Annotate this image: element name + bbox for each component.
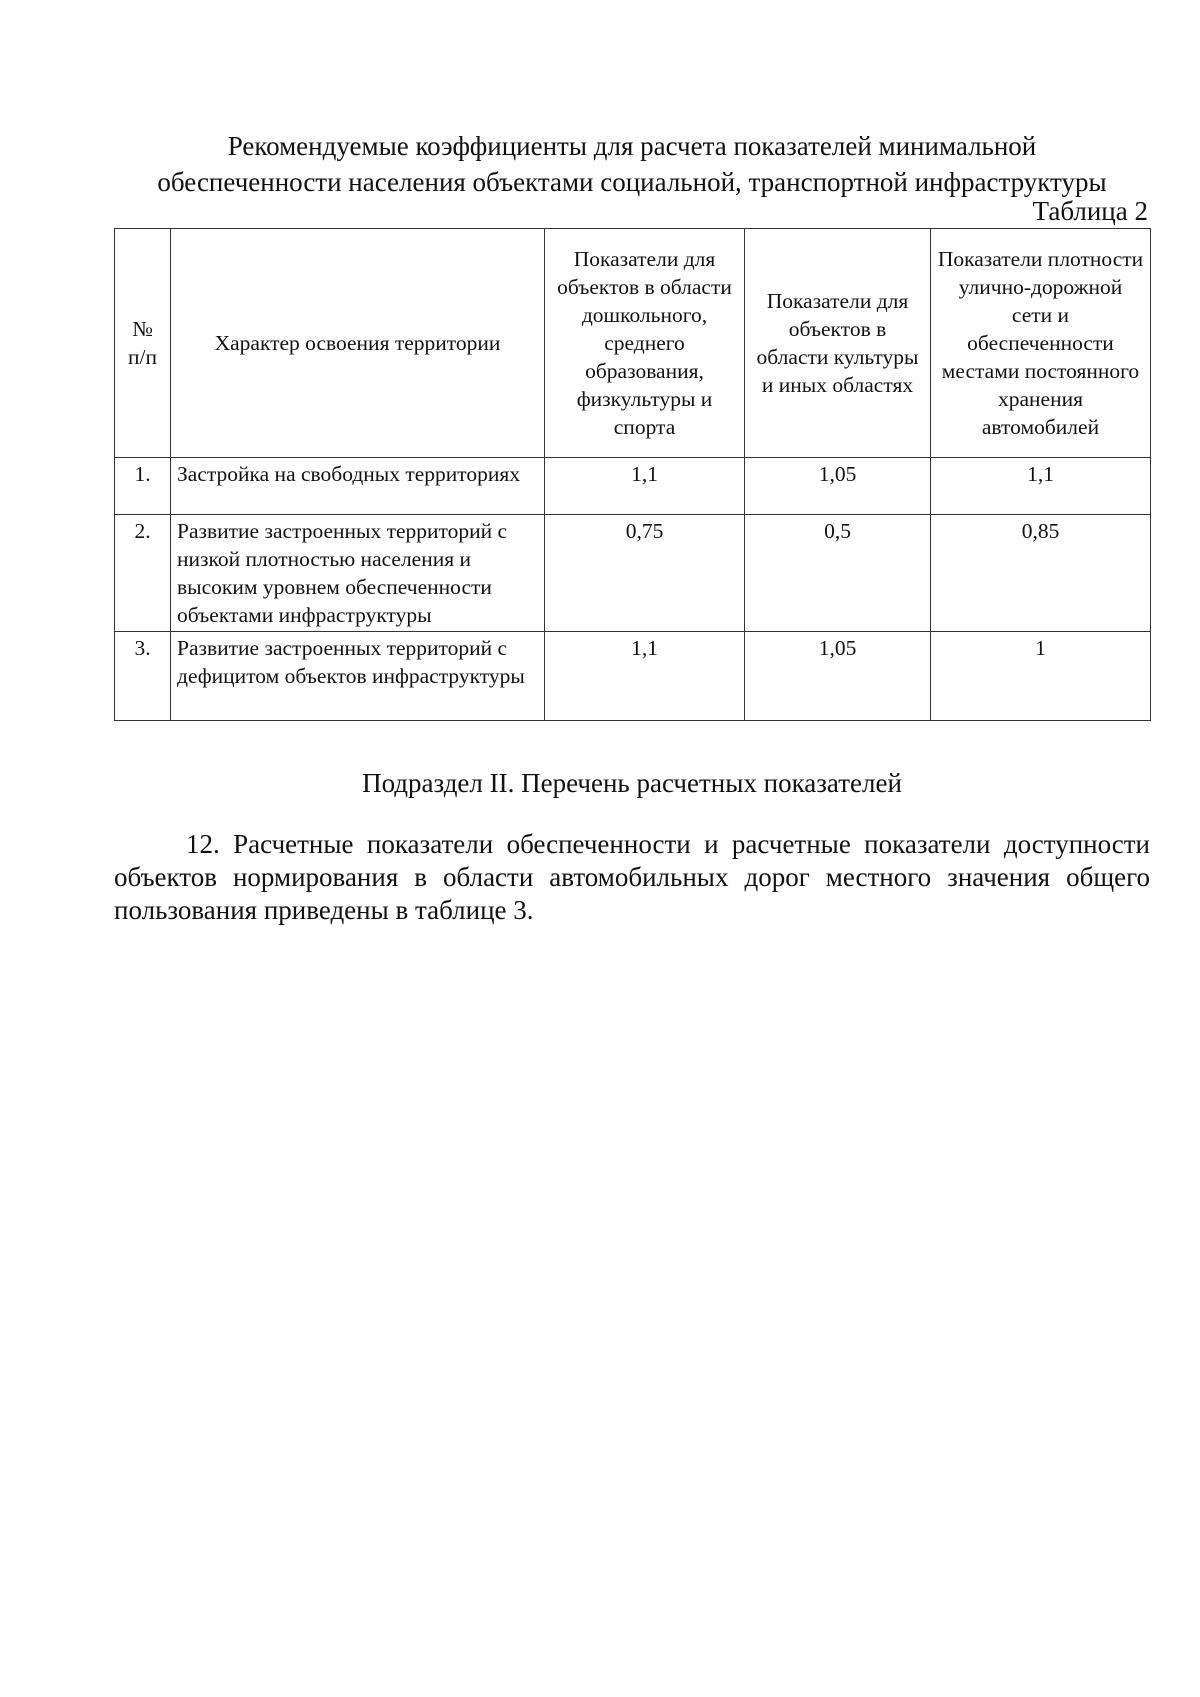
table-row (115, 458, 1151, 515)
header-education-sport: Показатели для объектов в области дошкольного, среднего образования, физкультуры и спорта (545, 229, 745, 458)
table-header-row (115, 229, 1151, 458)
row-territory-type: Развитие застроенных территорий с низкой плотностью населения и высоким уровнем обеспеченности объектами инфраструктуры (171, 515, 545, 632)
row-value-road-network: 1 (931, 632, 1151, 721)
paragraph-12: 12. Расчетные показатели обеспеченности и расчетные показатели доступности объектов нормирования в области автомобильных дорог местного значения общего пользования приведены в таблице 3. (114, 829, 1150, 925)
table-row (115, 632, 1151, 721)
row-number: 2. (115, 515, 171, 632)
table-row (115, 515, 1151, 632)
header-territory-type: Характер освоения территории (171, 229, 545, 458)
row-value-education-sport: 1,1 (545, 632, 745, 721)
row-value-education-sport: 0,75 (545, 515, 745, 632)
row-territory-type: Развитие застроенных территорий с дефицитом объектов инфраструктуры (171, 632, 545, 721)
header-culture-other: Показатели для объектов в области культуры и иных областях (745, 229, 931, 458)
table-title-line-2: обеспеченности населения объектами социальной, транспортной инфраструктуры (157, 167, 1107, 197)
row-number: 1. (115, 458, 171, 515)
table-title (114, 128, 1150, 200)
header-number: № п/п (115, 229, 171, 458)
row-value-culture-other: 1,05 (745, 458, 931, 515)
subsection-heading: Подраздел II. Перечень расчетных показателей (362, 768, 902, 798)
row-value-culture-other: 1,05 (745, 632, 931, 721)
table-number-label: Таблица 2 (1032, 196, 1148, 226)
coefficients-table (114, 228, 1151, 721)
row-value-education-sport: 1,1 (545, 458, 745, 515)
row-number: 3. (115, 632, 171, 721)
header-road-network-parking: Показатели плотности улично-дорожной сети и обеспеченности местами постоянного хранения автомобилей (931, 229, 1151, 458)
row-value-road-network: 1,1 (931, 458, 1151, 515)
row-value-road-network: 0,85 (931, 515, 1151, 632)
table-title-line-1: Рекомендуемые коэффициенты для расчета показателей минимальной (227, 131, 1037, 161)
row-territory-type: Застройка на свободных территориях (171, 458, 545, 515)
row-value-culture-other: 0,5 (745, 515, 931, 632)
